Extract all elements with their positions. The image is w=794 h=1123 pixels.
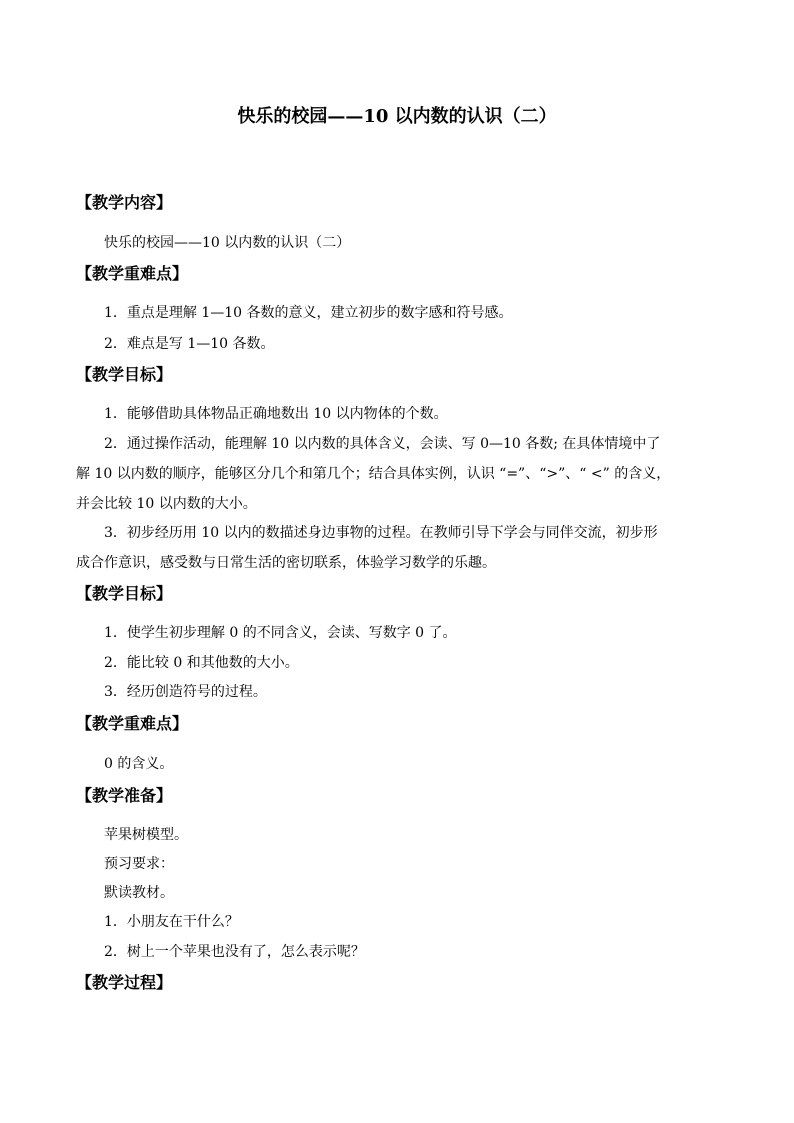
- key-point-item-1: 1．重点是理解 1—10 各数的意义，建立初步的数字感和符号感。: [104, 305, 513, 321]
- goal-item-2-line-1: 2．通过操作活动，能理解 10 以内数的具体含义，会读、写 0—10 各数; 在具体情境中了: [104, 436, 661, 452]
- preparation-line-3: 默读教材。: [104, 885, 174, 901]
- preparation-line-2: 预习要求：: [104, 856, 174, 872]
- preparation-line-4: 1．小朋友在干什么？: [104, 914, 239, 930]
- goal2-item-3: 3．经历创造符号的过程。: [104, 684, 267, 700]
- document-title: 快乐的校园——10 以内数的认识（二）: [237, 106, 557, 127]
- heading-teaching-process: 【教学过程】: [76, 973, 173, 992]
- preparation-line-1: 苹果树模型。: [104, 827, 188, 843]
- heading-key-difficult-points-2: 【教学重难点】: [76, 714, 189, 733]
- heading-teaching-goals: 【教学目标】: [76, 365, 173, 384]
- heading-teaching-preparation: 【教学准备】: [76, 786, 173, 805]
- teaching-content-text: 快乐的校园——10 以内数的认识（二）: [104, 235, 351, 251]
- heading-teaching-content: 【教学内容】: [76, 193, 173, 212]
- goal-item-2-line-3: 并会比较 10 以内数的大小。: [76, 496, 257, 512]
- preparation-line-5: 2．树上一个苹果也没有了，怎么表示呢？: [104, 944, 365, 960]
- key-point-2-text: 0 的含义。: [104, 756, 174, 772]
- goal-item-2-line-2: 解 10 以内数的顺序，能够区分几个和第几个；结合具体实例，认识 “=”、“>”、“ <” 的含义，: [76, 466, 671, 482]
- key-point-item-2: 2．难点是写 1—10 各数。: [104, 336, 275, 352]
- goal-item-1: 1．能够借助具体物品正确地数出 10 以内物体的个数。: [104, 406, 448, 422]
- goal-item-3-line-1: 3．初步经历用 10 以内的数描述身边事物的过程。在教师引导下学会与同伴交流，初步形: [104, 525, 658, 541]
- heading-key-difficult-points: 【教学重难点】: [76, 264, 189, 283]
- goal2-item-2: 2．能比较 0 和其他数的大小。: [104, 655, 299, 671]
- heading-teaching-goals-2: 【教学目标】: [76, 584, 173, 603]
- goal-item-3-line-2: 成合作意识，感受数与日常生活的密切联系，体验学习数学的乐趣。: [76, 555, 496, 571]
- goal2-item-1: 1．使学生初步理解 0 的不同含义，会读、写数字 0 了。: [104, 625, 457, 641]
